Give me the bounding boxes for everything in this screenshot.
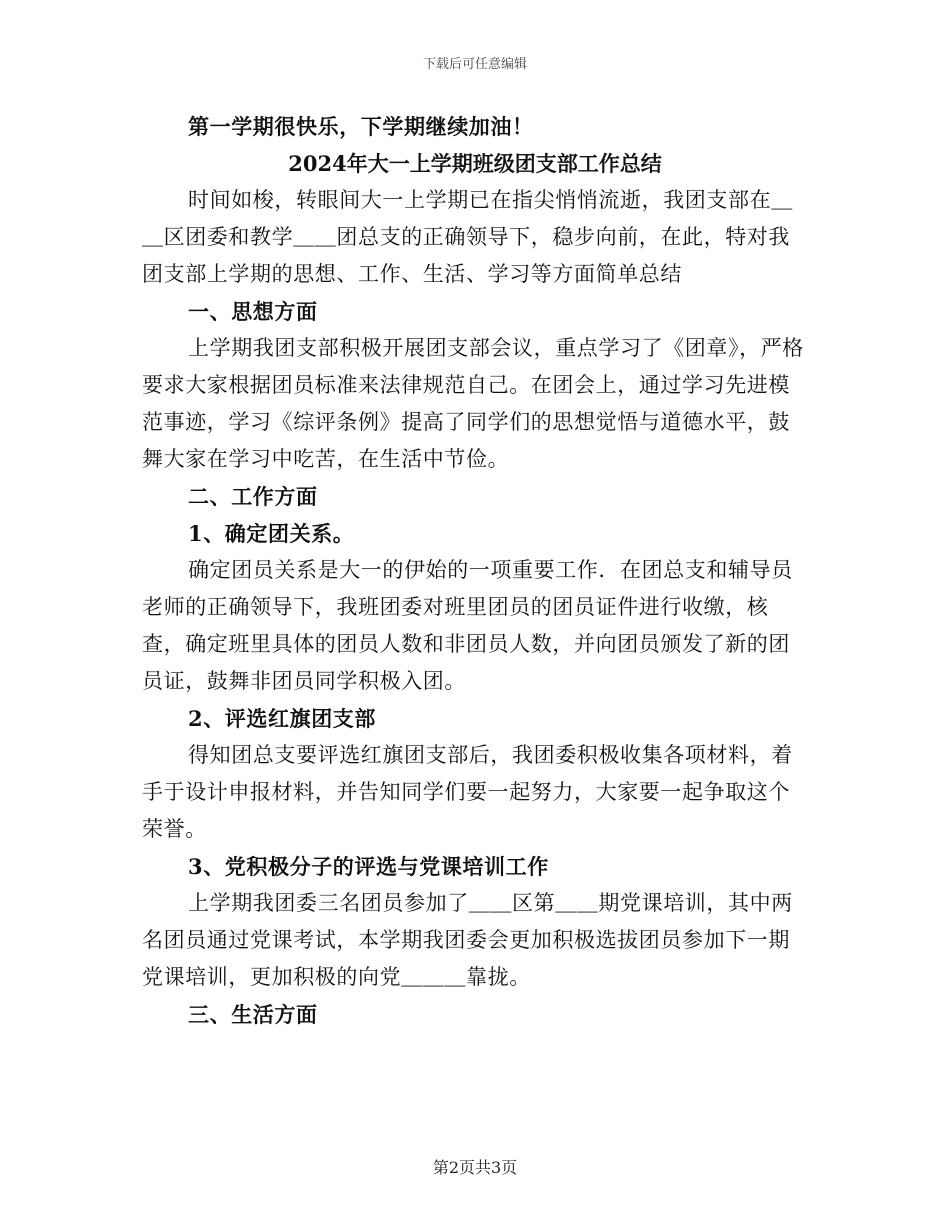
section-heading-life: 三、生活方面 — [188, 1002, 318, 1027]
section-heading-work: 二、工作方面 — [188, 484, 318, 509]
document-body — [142, 108, 808, 1033]
subsection-heading-party: 3、党积极分子的评选与党课培训工作 — [188, 854, 549, 879]
section-heading-thought: 一、思想方面 — [188, 299, 318, 324]
subsection-body-party: 上学期我团委三名团员参加了＿＿区第＿＿期党课培训，其中两名团员通过党课考试，本学期我团委会更加积极选拔团员参加下一期党课培训，更加积极的向党＿＿＿靠拢。 — [142, 891, 793, 989]
closing-line: 第一学期很快乐，下学期继续加油！ — [188, 114, 534, 139]
document-title: 2024年大一上学期班级团支部工作总结 — [288, 151, 662, 176]
page-header: 下载后可任意编辑 — [422, 57, 527, 72]
subsection-body-red-flag: 得知团总支要评选红旗团支部后，我团委积极收集各项材料，着手于设计申报材料，并告知同学们要一起努力，大家要一起争取这个荣誉。 — [142, 743, 793, 841]
subsection-heading-membership: 1、确定团关系。 — [188, 521, 355, 546]
section-body-thought: 上学期我团支部积极开展团支部会议，重点学习了《团章》，严格要求大家根据团员标准来法律规范自己。在团会上，通过学习先进模范事迹，学习《综评条例》提高了同学们的思想觉悟与道德水平，鼓舞大家在学习中吃苦，在生活中节俭。 — [142, 336, 804, 471]
intro-paragraph: 时间如梭，转眼间大一上学期已在指尖悄悄流逝，我团支部在＿＿区团委和教学＿＿团总支的正确领导下，稳步向前，在此，特对我团支部上学期的思想、工作、生活、学习等方面简单总结 — [142, 188, 793, 286]
subsection-heading-red-flag: 2、评选红旗团支部 — [188, 706, 377, 731]
page-footer: 第2页共3页 — [432, 1158, 518, 1177]
subsection-body-membership: 确定团员关系是大一的伊始的一项重要工作．在团总支和辅导员老师的正确领导下，我班团委对班里团员的团员证件进行收缴，核查，确定班里具体的团员人数和非团员人数，并向团员颁发了新的团员证，鼓舞非团员同学积极入团。 — [142, 558, 793, 693]
